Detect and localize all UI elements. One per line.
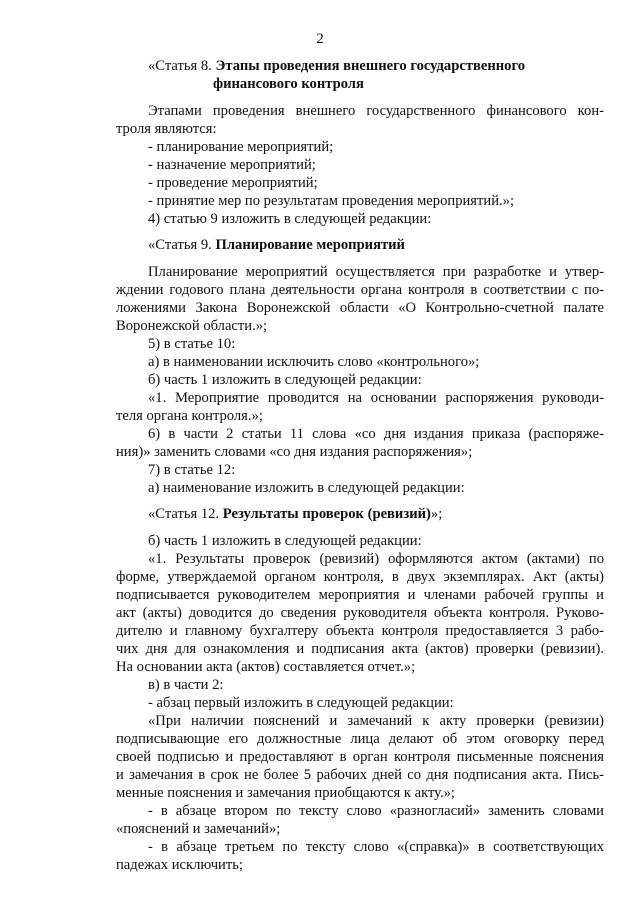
article-12-suffix: »; (430, 506, 443, 522)
amendment-item: в) в части 2: (148, 677, 224, 693)
amendment-item: - абзац первый изложить в следующей редакции: (148, 695, 454, 711)
quoted-line: форме, утверждаемой органом контроля, в двух экземплярах. Акт (акты) (116, 569, 604, 585)
paragraph-line: Воронежской области.»; (116, 318, 268, 334)
article-12-heading (148, 505, 604, 523)
paragraph-line: троля являются: (116, 121, 217, 137)
amendment-item: 4) статью 9 изложить в следующей редакции: (148, 211, 432, 227)
quoted-line: чих дня для ознакомления и подписания акта (актов) проверки (ревизии). (116, 641, 604, 657)
quoted-line: подписывающие его должностные лица делают об этом оговорку перед (116, 731, 604, 747)
amendment-item: 6) в части 2 статьи 11 слова «со дня издания приказа (распоряже- (148, 426, 604, 442)
amendment-item: «пояснений и замечаний»; (116, 821, 281, 837)
paragraph-line: ждении годового плана деятельности органа контроля в соответствии с по- (116, 282, 604, 298)
amendment-item: падежах исключить; (116, 857, 243, 873)
article-12-title: Результаты проверок (ревизий) (222, 506, 431, 522)
amendment-item: а) наименование изложить в следующей редакции: (148, 480, 465, 496)
quoted-line: менные пояснения и замечания приобщаются к акту.»; (116, 785, 455, 801)
article-8-prefix: «Статья 8. (148, 58, 212, 74)
amendment-item: ния)» заменить словами «со дня издания распоряжения»; (116, 444, 473, 460)
quoted-line: «1. Мероприятие проводится на основании распоряжения руководи- (148, 390, 604, 406)
amendment-item: - в абзаце втором по тексту слово «разногласий» заменить словами (148, 803, 604, 819)
amendment-item: 7) в статье 12: (148, 462, 236, 478)
article-8-heading-cont (213, 75, 604, 93)
quoted-line: «1. Результаты проверок (ревизий) оформляются актом (актами) по (148, 551, 604, 567)
quoted-line: дителю и главному бухгалтеру объекта контроля предоставляется 3 рабо- (116, 623, 604, 639)
article-8-heading (148, 57, 604, 75)
amendment-item: б) часть 1 изложить в следующей редакции: (148, 533, 422, 549)
list-item: - принятие мер по результатам проведения мероприятий.»; (148, 193, 515, 209)
amendment-item: а) в наименовании исключить слово «контрольного»; (148, 354, 480, 370)
quoted-line: теля органа контроля.»; (116, 408, 263, 424)
article-12-prefix: «Статья 12. (148, 506, 220, 522)
quoted-line: акт (акты) доводится до сведения руководителя объекта контроля. Руково- (116, 605, 604, 621)
amendment-item: - в абзаце третьем по тексту слово «(справка)» в соответствующих (148, 839, 604, 855)
article-8-title: Этапы проведения внешнего государственного (215, 58, 526, 74)
article-9-prefix: «Статья 9. (148, 237, 212, 253)
list-item: - планирование мероприятий; (148, 139, 334, 155)
paragraph-line: Планирование мероприятий осуществляется при разработке и утвер- (148, 264, 604, 280)
list-item: - назначение мероприятий; (148, 157, 316, 173)
quoted-line: своей подписью и предоставляют в орган контроля письменные пояснения (116, 749, 604, 765)
paragraph-line: ложениями Закона Воронежской области «О Контрольно-счетной палате (116, 300, 604, 316)
quoted-line: и замечания в срок не более 5 рабочих дней со дня подписания акта. Пись- (116, 767, 604, 783)
amendment-item: б) часть 1 изложить в следующей редакции: (148, 372, 422, 388)
paragraph-line: Этапами проведения внешнего государственного финансового кон- (148, 103, 604, 119)
quoted-line: «При наличии пояснений и замечаний к акту проверки (ревизии) (148, 713, 604, 729)
amendment-item: 5) в статье 10: (148, 336, 236, 352)
page-number: 2 (316, 31, 324, 47)
quoted-line: подписывается руководителем мероприятия и членами рабочей группы и (116, 587, 604, 603)
quoted-line: На основании акта (актов) составляется отчет.»; (116, 659, 416, 675)
article-8-title-cont: финансового контроля (213, 76, 364, 92)
list-item: - проведение мероприятий; (148, 175, 318, 191)
article-9-heading (148, 236, 604, 254)
article-9-title: Планирование мероприятий (215, 237, 405, 253)
